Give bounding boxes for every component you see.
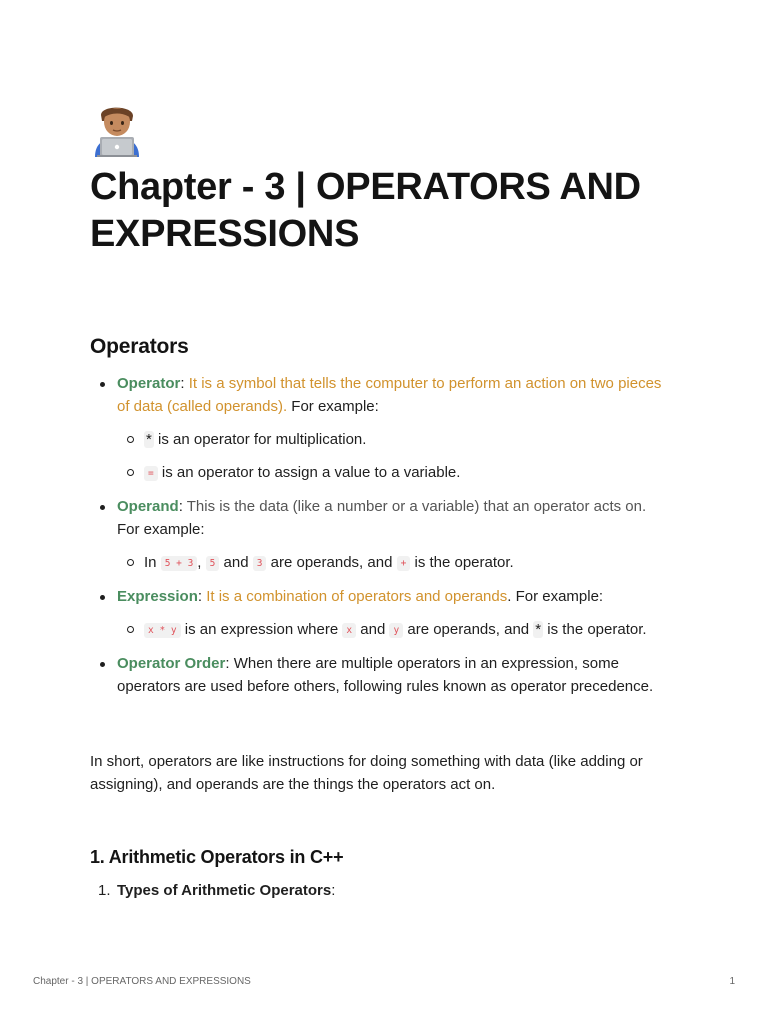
page-number: 1 — [729, 976, 735, 987]
inline-code: 5 + 3 — [161, 556, 198, 571]
list-item-operator: Operator: It is a symbol that tells the computer to perform an action on two pieces of data (called operands). For example: * is an operator for multiplication. = is an operator to assign a value to a variable. — [90, 372, 670, 485]
list-item-operand: Operand: This is the data (like a number or a variable) that an operator acts on. For example: In 5 + 3 , 5 and 3 are operands, and + is the operator. — [90, 495, 670, 575]
arithmetic-list — [90, 879, 335, 902]
list-item-operator-order: Operator Order: When there are multiple operators in an expression, some operators are used before others, following rules known as operator precedence. — [90, 652, 670, 698]
inline-code: x * y — [144, 623, 181, 638]
list-item-expression: Expression: It is a combination of operators and operands. For example: x * y is an expression where x and y are operands, and * is the operator. — [90, 585, 670, 642]
technologist-emoji-icon — [90, 101, 144, 157]
list-item: x * y is an expression where x and y are operands, and * is the operator. — [117, 618, 670, 642]
expression-examples — [117, 618, 670, 642]
inline-code: y — [389, 623, 403, 638]
definition-expression: It is a combination of operators and operands — [202, 588, 508, 605]
list-item: 1. Types of Arithmetic Operators: — [98, 882, 336, 899]
summary-paragraph: In short, operators are like instructions for doing something with data (like adding or assigning), and operands are the things the operators act on. — [90, 753, 643, 793]
list-item: = is an operator to assign a value to a variable. — [117, 461, 670, 485]
section-heading-operators: Operators — [90, 335, 189, 358]
section-heading-arithmetic: 1. Arithmetic Operators in C++ — [90, 847, 344, 867]
operators-list — [90, 372, 670, 707]
inline-code: x — [342, 623, 356, 638]
term-operator: Operator — [117, 375, 181, 392]
term-operator-order: Operator Order — [117, 655, 226, 672]
list-item: In 5 + 3 , 5 and 3 are operands, and + is the operator. — [117, 551, 670, 575]
term-operand: Operand — [117, 498, 179, 515]
inline-code: 5 — [206, 556, 220, 571]
inline-code: = — [144, 466, 158, 481]
term-expression: Expression — [117, 588, 198, 605]
inline-code: 3 — [253, 556, 267, 571]
definition-operator-order: When there are multiple operators in an expression, some operators are used before others, following rules known as operator precedence. — [117, 655, 654, 695]
list-item: * is an operator for multiplication. — [117, 428, 670, 451]
operand-examples — [117, 551, 670, 575]
definition-operator: It is a symbol that tells the computer to perform an action on two pieces of data (called operands). — [117, 375, 662, 415]
definition-operand: This is the data (like a number or a variable) that an operator acts on. — [182, 498, 647, 515]
inline-code: + — [397, 556, 411, 571]
page-title: Chapter - 3 | OPERATORS AND EXPRESSIONS — [90, 166, 641, 255]
operator-examples — [117, 428, 670, 485]
page-footer: Chapter - 3 | OPERATORS AND EXPRESSIONS — [33, 976, 251, 987]
